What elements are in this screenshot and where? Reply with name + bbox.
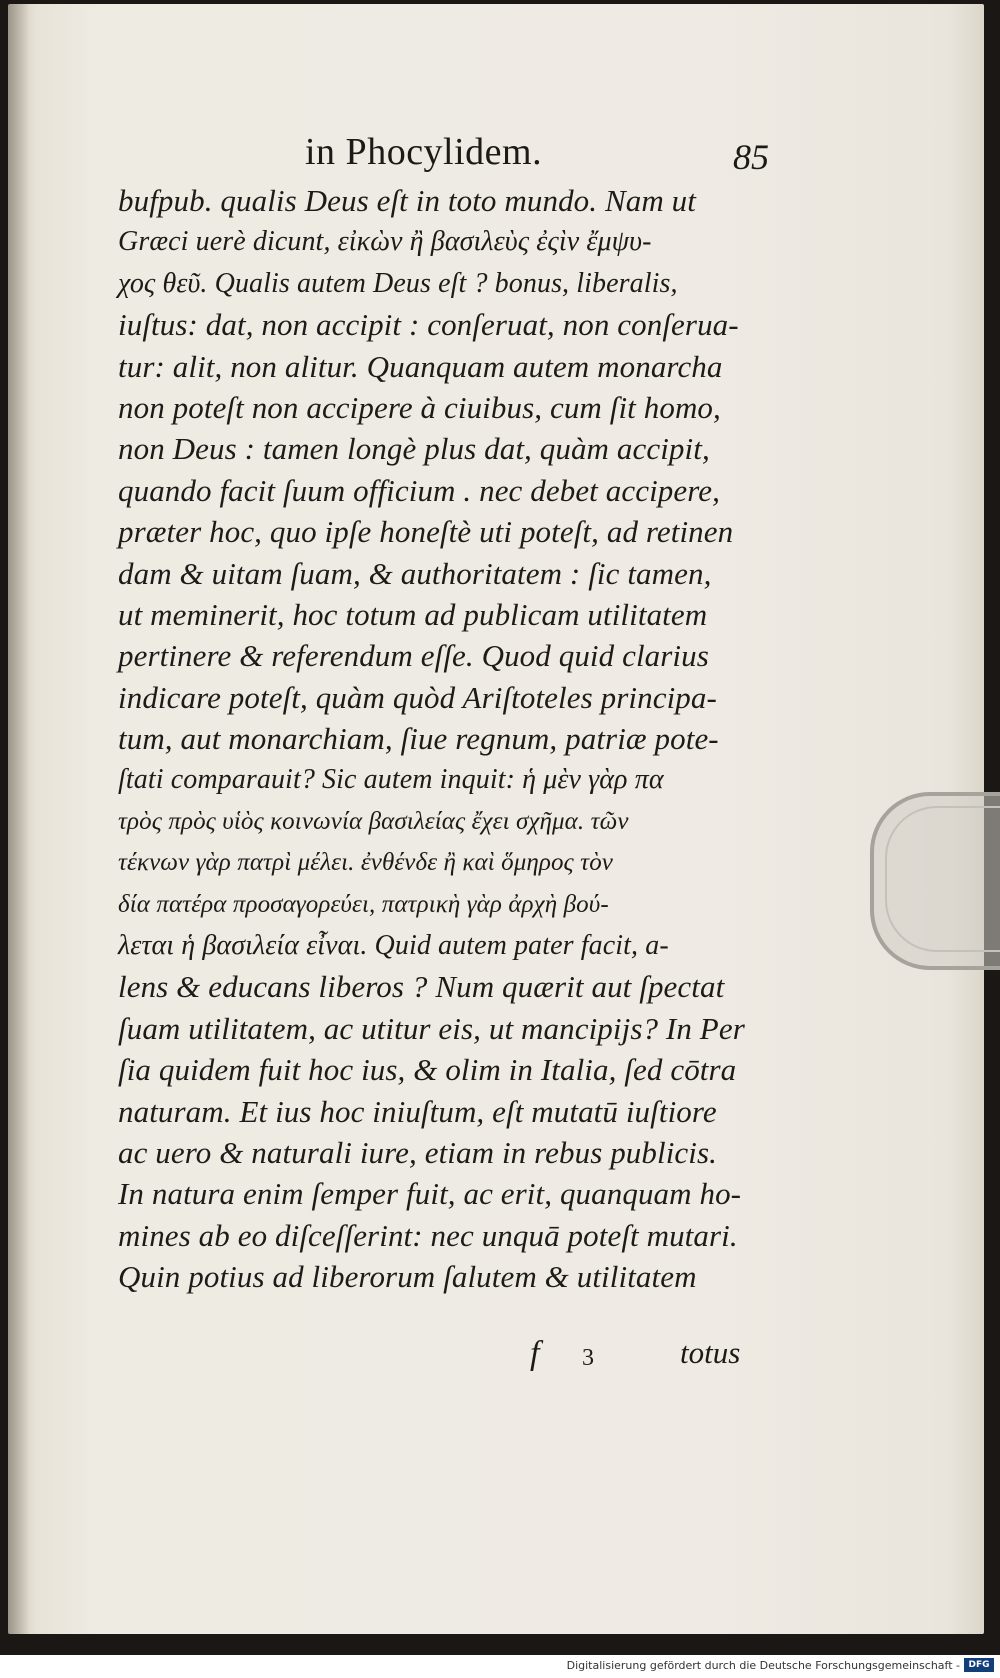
text-line: ſia quidem fuit hoc ius, & olim in Italia, ſed cōtra	[118, 1052, 737, 1088]
text-line: In natura enim ſemper fuit, ac erit, quanquam ho-	[118, 1176, 742, 1212]
text-line: tur: alit, non alitur. Quanquam autem monarcha	[118, 348, 723, 384]
signature-number: 3	[582, 1345, 594, 1371]
text-line: naturam. Et ius hoc iniuſtum, eſt mutatū iuſtiore	[118, 1093, 717, 1129]
text-line: ſuam utilitatem, ac utitur eis, ut mancipijs? In Per	[118, 1010, 745, 1046]
body-text	[118, 180, 758, 1298]
page-clip-inner	[885, 806, 1000, 952]
page-number: 85	[733, 137, 769, 177]
signature-mark: f	[530, 1335, 540, 1372]
text-line: Græci uerè dicunt, εἰκὼν ἢ βασιλεὺς ἐςὶν ἔμψυ-	[118, 226, 652, 258]
greek-text-line: δία πατέρα προσαγορεύει, πατρικὴ γὰρ ἀρχὴ βού-	[118, 890, 609, 918]
text-line: bufpub. qualis Deus eſt in toto mundo. Nam ut	[118, 183, 696, 218]
text-line: non poteſt non accipere à ciuibus, cum ſit homo,	[118, 389, 721, 425]
text-line: χος θεῦ. Qualis autem Deus eſt ? bonus, liberalis,	[118, 267, 678, 299]
footer-credit: Digitalisierung gefördert durch die Deutsche Forschungsgemeinschaft -	[566, 1659, 960, 1672]
text-line: præter hoc, quo ipſe honeſtè uti poteſt, ad retinen	[118, 514, 734, 550]
text-line: ac uero & naturali iure, etiam in rebus publicis.	[118, 1134, 718, 1170]
text-line: quando facit ſuum officium . nec debet accipere,	[118, 472, 720, 508]
text-line: lens & educans liberos ? Num quærit aut ſpectat	[118, 969, 725, 1005]
text-line: non Deus : tamen longè plus dat, quàm accipit,	[118, 431, 710, 467]
text-line: iuſtus: dat, non accipit : conſeruat, non conſerua-	[118, 307, 739, 343]
text-line: ut meminerit, hoc totum ad publicam utilitatem	[118, 596, 708, 632]
text-line: Quin potius ad liberorum ſalutem & utilitatem	[118, 1259, 697, 1295]
greek-text-line: τέκνων γὰρ πατρὶ μέλει. ἐνθένδε ἢ καὶ ὅμηρος τὸν	[118, 849, 613, 877]
text-line: tum, aut monarchiam, ſiue regnum, patriæ pote-	[118, 721, 719, 757]
running-head: in Phocylidem.	[305, 131, 543, 173]
dfg-logo: DFG	[964, 1658, 994, 1672]
text-line: pertinere & referendum eſſe. Quod quid clarius	[118, 638, 709, 674]
text-line: mines ab eo diſceſſerint: nec unquā poteſt mutari.	[118, 1217, 738, 1253]
greek-text-line: τρὸς πρὸς υἱὸς κοινωνία βασιλείας ἔχει σχῆμα. τῶν	[118, 807, 629, 835]
text-line: λεται ἡ βασιλεία εἶναι. Quid autem pater facit, a-	[118, 930, 669, 962]
catchword: totus	[680, 1335, 741, 1370]
text-line: indicare poteſt, quàm quòd Ariſtoteles principa-	[118, 679, 717, 715]
text-line: dam & uitam ſuam, & authoritatem : ſic tamen,	[118, 555, 712, 591]
text-line: ſtati comparauit? Sic autem inquit: ἡ μὲν γὰρ πα	[118, 764, 664, 796]
gutter-shadow	[8, 4, 30, 1634]
